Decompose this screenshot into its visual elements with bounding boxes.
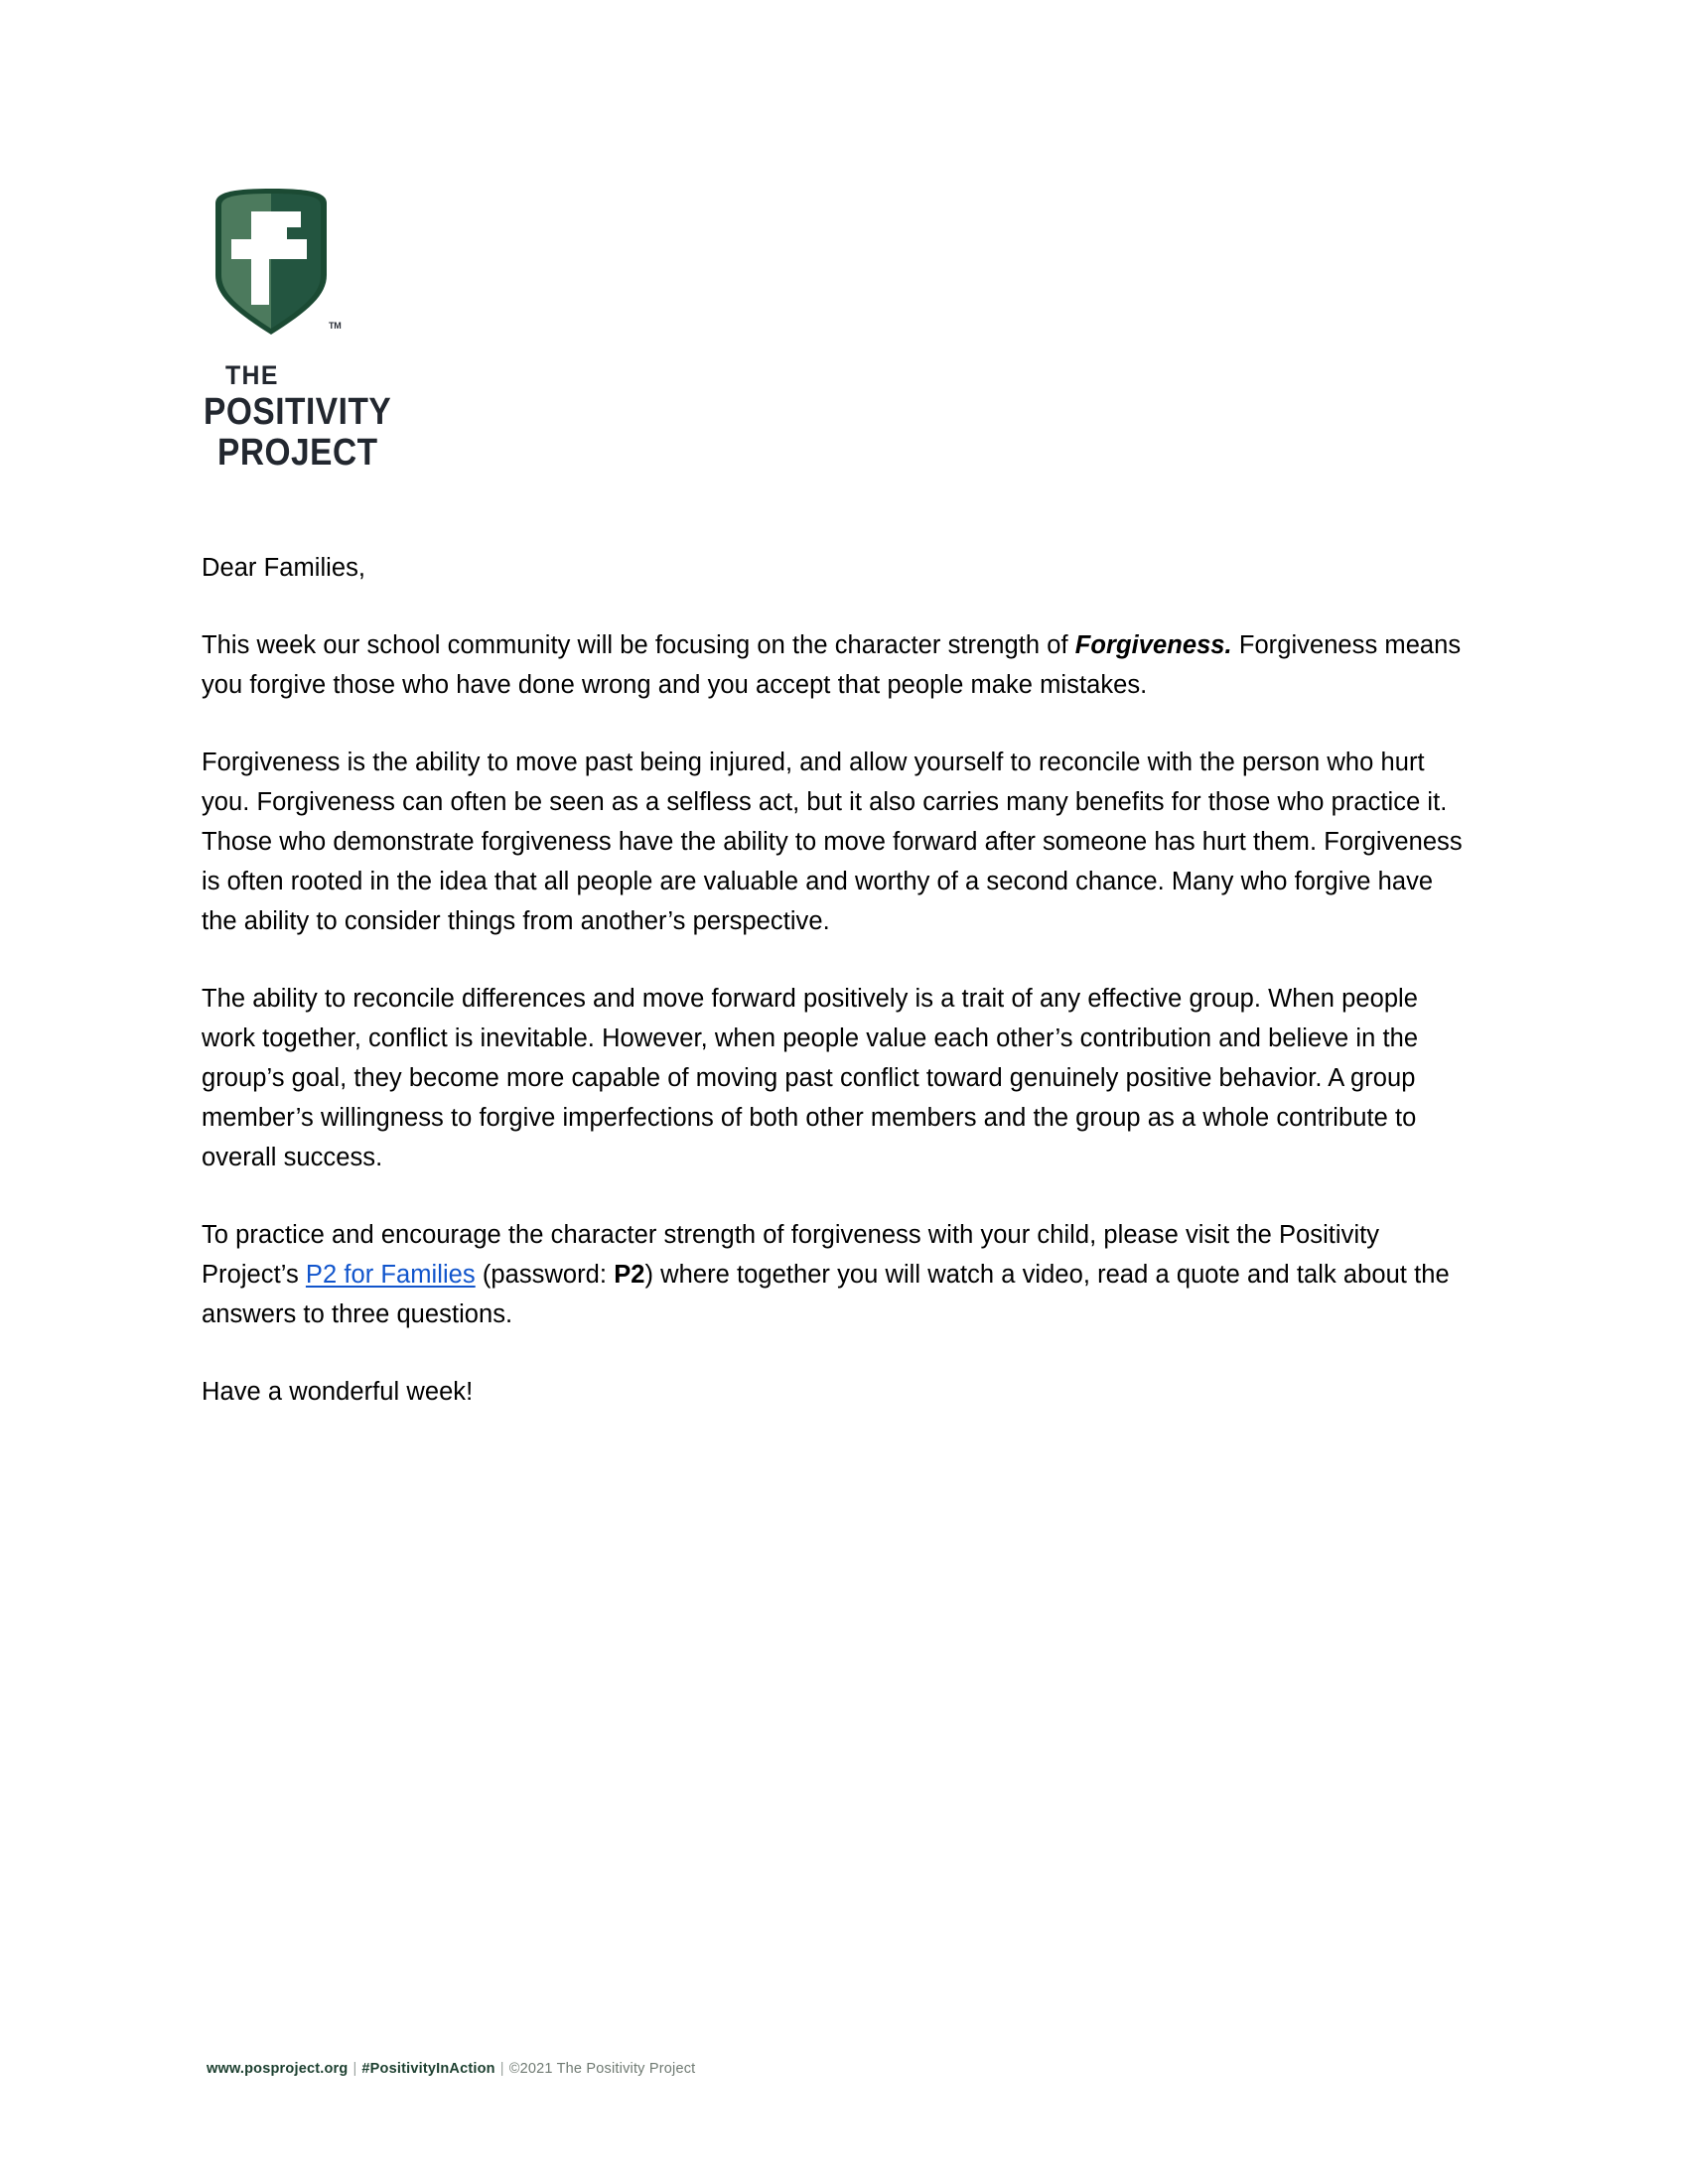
paragraph-intro bbox=[202, 625, 1463, 705]
footer-separator-2: | bbox=[499, 2061, 504, 2077]
salutation: Dear Families, bbox=[202, 554, 366, 582]
footer-website: www.posproject.org bbox=[207, 2061, 349, 2077]
paragraph-intro-text-after: Forgiveness means you forgive those who have done wrong and you accept that people make mistakes. bbox=[202, 631, 1462, 699]
page-footer bbox=[207, 2061, 695, 2077]
wordmark-line-project: PROJECT bbox=[217, 432, 378, 474]
paragraph-group-dynamics: The ability to reconcile differences and move forward positively is a trait of any effective group. When people work together, conflict is inevitable. However, when people value each other’s contribution and believe in the group’s goal, they become more capable of moving past conflict toward genuinely positive behavior. A group member’s willingness to forgive imperfections of both other members and the group as a whole contribute to overall success. bbox=[202, 985, 1419, 1171]
footer-separator-1: | bbox=[352, 2061, 357, 2077]
cta-text-before: To practice and encourage the character strength of forgiveness with your child, please visit the Positivity Project’s bbox=[202, 1221, 1380, 1289]
trademark-mark: TM bbox=[329, 321, 342, 331]
wordmark-line-positivity: POSITIVITY bbox=[204, 391, 392, 433]
cta-text-after: ) where together you will watch a video, read a quote and talk about the answers to three questions. bbox=[202, 1261, 1450, 1328]
wordmark-line-the: THE bbox=[225, 360, 279, 390]
footer-copyright: ©2021 The Positivity Project bbox=[508, 2061, 696, 2077]
closing-line: Have a wonderful week! bbox=[202, 1378, 474, 1406]
paragraph-intro-text-before: This week our school community will be focusing on the character strength of bbox=[202, 631, 1075, 659]
paragraph-definition: Forgiveness is the ability to move past being injured, and allow yourself to reconcile with the person who hurt you. Forgiveness can often be seen as a selfless act, but it also carries many benefits for those who practice it. Those who demonstrate forgiveness have the ability to move forward after someone has hurt them. Forgiveness is often rooted in the idea that all people are valuable and worthy of a second chance. Many who forgive have the ability to consider things from another’s perspective. bbox=[202, 749, 1463, 935]
paragraph-call-to-action bbox=[202, 1215, 1463, 1334]
strength-name-emphasis: Forgiveness. bbox=[1074, 631, 1232, 659]
shield-icon bbox=[210, 184, 342, 341]
logo-wordmark bbox=[204, 362, 529, 472]
password-value: P2 bbox=[614, 1261, 645, 1289]
cta-text-middle: (password: bbox=[475, 1261, 615, 1289]
positivity-project-logo bbox=[202, 184, 529, 472]
p2-for-families-link[interactable]: P2 for Families bbox=[305, 1261, 476, 1289]
footer-hashtag: #PositivityInAction bbox=[361, 2061, 495, 2077]
letter-body bbox=[202, 548, 1463, 1412]
